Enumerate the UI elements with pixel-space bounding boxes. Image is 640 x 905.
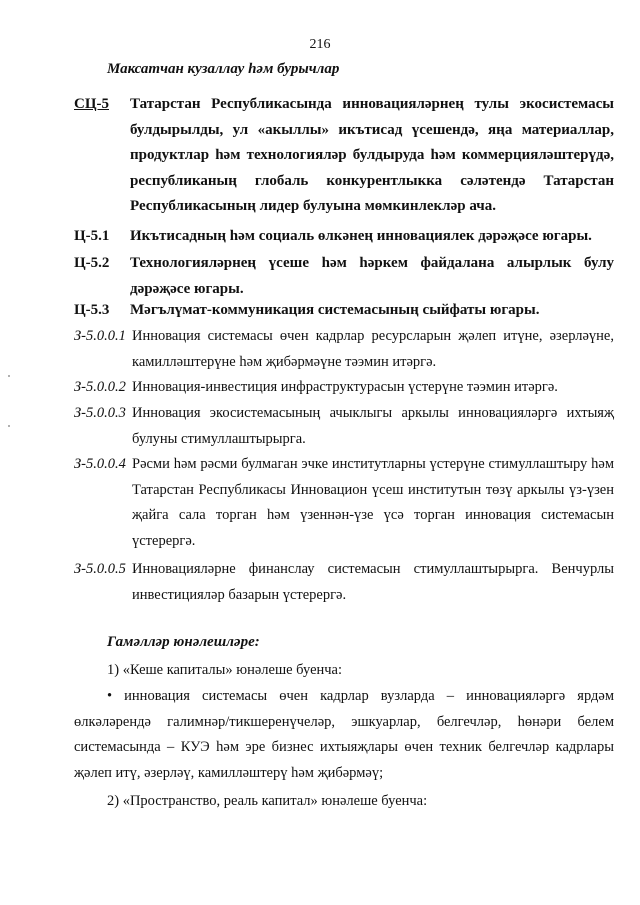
scan-artifact <box>8 375 10 377</box>
task-code: З-5.0.0.4 <box>74 456 126 472</box>
goal-text: Мәгълүмат-коммуникация системасының сыйфаты югары. <box>130 302 540 318</box>
task-code: З-5.0.0.5 <box>74 561 126 577</box>
task-item <box>74 401 614 452</box>
activity-item-2: 2) «Пространство, реаль капитал» юнәлеше буенча: <box>107 793 428 809</box>
goal-code: СЦ-5 <box>74 96 109 112</box>
task-item <box>74 452 614 554</box>
task-text: Рәсми һәм рәсми булмаган эчке институтларны үстерүне стимуллаштыру һәм Татарстан Республикасы Инновацион үсеш институтын төзү аркылы үз-үзен җайга сала торган һәм үзеннән-үзе үсә торган инновация системасын үстерергә. <box>132 456 614 549</box>
goal-text: Икътисадның һәм социаль өлкәнең инновациялек дәрәҗәсе югары. <box>130 228 592 244</box>
goal-text: Татарстан Республикасында инновацияләрнең тулы экосистемасы булдырылды, ул «акыллы» икътисад үсешендә, яңа материаллар, продуктлар һәм технологияләр булдыруда һәм коммерцияләштерүдә, республиканың глобаль конкурентлыкка сәләтендә Татарстан Республикасының лидер булуына мөмкинлекләр ача. <box>130 96 614 214</box>
activities-heading: Гамәлләр юнәлешләре: <box>107 634 260 650</box>
task-text: Инновация системасы өчен кадрлар ресурсларын җәлеп итүне, әзерләүне, камилләштерүне һәм җибәрмәүне тәэмин итәргә. <box>132 328 614 370</box>
goal-code: Ц-5.2 <box>74 255 110 271</box>
task-item <box>74 324 614 375</box>
task-code: З-5.0.0.2 <box>74 379 126 395</box>
section-heading: Максатчан кузаллау һәм бурычлар <box>107 61 340 77</box>
task-text: Инновацияләрне финанслау системасын стимуллаштырырга. Венчурлы инвестицияләр базарын үстерергә. <box>132 561 614 603</box>
activity-item-1: 1) «Кеше капиталы» юнәлеше буенча: <box>107 662 343 678</box>
activity-bullet-1: • инновация системасы өчен кадрлар вузларда – инновацияләргә ярдәм өлкәләрендә галимнәр/тикшеренүчеләр, эшкуарлар, белгечләр, һөнәри белем системасында – КУЭ һәм эре бизнес ихтыяҗлары өчен техник белгечләр кадрлары җәлеп итү, әзерләү, камилләштерү һәм җибәрмәү; <box>74 688 614 781</box>
goal-item <box>74 251 614 302</box>
task-code: З-5.0.0.1 <box>74 328 126 344</box>
task-text: Инновация экосистемасының ачыклыгы аркылы инновацияләргә ихтыяҗ булуны стимуллаштырырга. <box>132 405 614 447</box>
task-item <box>74 375 614 401</box>
task-item <box>74 557 614 608</box>
page-number: 216 <box>309 37 331 52</box>
task-text: Инновация-инвестиция инфраструктурасын үстерүне тәэмин итәргә. <box>132 379 558 395</box>
scan-artifact <box>8 425 10 427</box>
goal-item <box>74 298 614 324</box>
goal-text: Технологияләрнең үсеше һәм һәркем файдалана алырлык булу дәрәҗәсе югары. <box>130 255 614 297</box>
goal-code: Ц-5.3 <box>74 302 110 318</box>
task-code: З-5.0.0.3 <box>74 405 126 421</box>
goal-item <box>74 224 614 250</box>
goal-item <box>74 92 614 220</box>
goal-code: Ц-5.1 <box>74 228 110 244</box>
